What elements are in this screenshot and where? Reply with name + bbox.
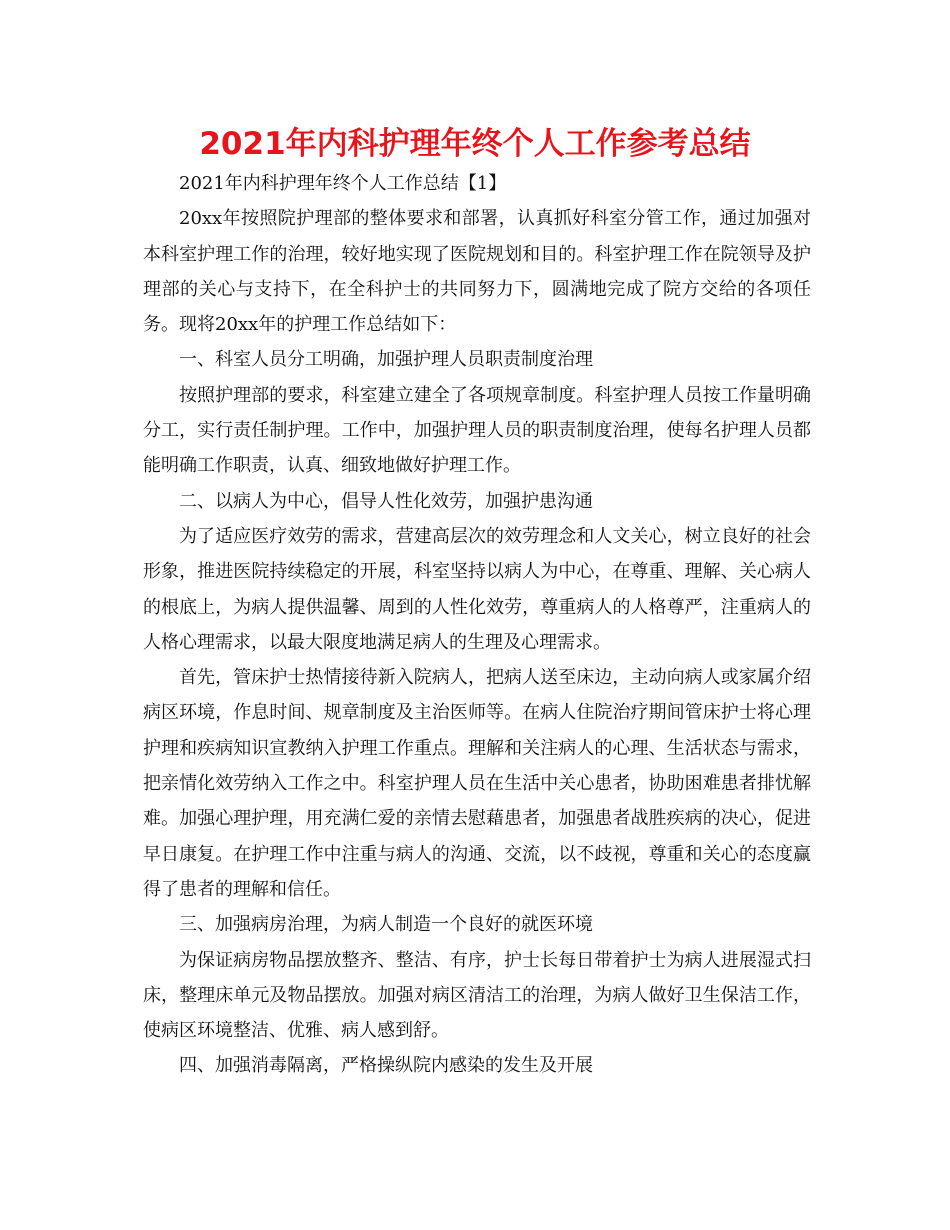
section-heading-2: 二、以病人为中心，倡导人性化效劳，加强护患沟通 (179, 490, 593, 512)
paragraph-intro: 20xx年按照院护理部的整体要求和部署，认真抓好科室分管工作，通过加强对本科室护理工作的治理，较好地实现了医院规划和目的。科室护理工作在院领导及护理部的关心与支持下，在全科护士的共同努力下，圆满地完成了院方交给的各项任务。现将20xx年的护理工作总结如下： (143, 208, 811, 336)
document-title: 2021年内科护理年终个人工作参考总结 (199, 126, 751, 162)
document-subtitle: 2021年内科护理年终个人工作总结【1】 (179, 173, 507, 194)
paragraph-section-2a: 为了适应医疗效劳的需求，营建高层次的效劳理念和人文关心，树立良好的社会形象，推进医院持续稳定的开展，科室坚持以病人为中心，在尊重、理解、关心病人的根底上，为病人提供温馨、周到的人性化效劳，尊重病人的人格尊严，注重病人的人格心理需求，以最大限度地满足病人的生理及心理需求。 (143, 525, 811, 653)
paragraph-section-3: 为保证病房物品摆放整齐、整洁、有序，护士长每日带着护士为病人进展湿式扫床，整理床单元及物品摆放。加强对病区清洁工的治理，为病人做好卫生保洁工作，使病区环境整洁、优雅、病人感到舒。 (143, 949, 811, 1042)
section-heading-3: 三、加强病房治理，为病人制造一个良好的就医环境 (179, 914, 593, 936)
paragraph-section-1: 按照护理部的要求，科室建立建全了各项规章制度。科室护理人员按工作量明确分工，实行责任制护理。工作中，加强护理人员的职责制度治理，使每名护理人员都能明确工作职责，认真、细致地做好护理工作。 (143, 384, 811, 477)
document-body (143, 166, 811, 1084)
paragraph-section-2b: 首先，管床护士热情接待新入院病人，把病人送至床边，主动向病人或家属介绍病区环境，作息时间、规章制度及主治医师等。在病人住院治疗期间管床护士将心理护理和疾病知识宣教纳入护理工作重点。理解和关注病人的心理、生活状态与需求，把亲情化效劳纳入工作之中。科室护理人员在生活中关心患者，协助困难患者排忧解难。加强心理护理，用充满仁爱的亲情去慰藉患者，加强患者战胜疾病的决心，促进早日康复。在护理工作中注重与病人的沟通、交流，以不歧视，尊重和关心的态度赢得了患者的理解和信任。 (143, 667, 811, 900)
section-heading-1: 一、科室人员分工明确，加强护理人员职责制度治理 (179, 349, 593, 371)
section-heading-4: 四、加强消毒隔离，严格操纵院内感染的发生及开展 (179, 1055, 593, 1077)
